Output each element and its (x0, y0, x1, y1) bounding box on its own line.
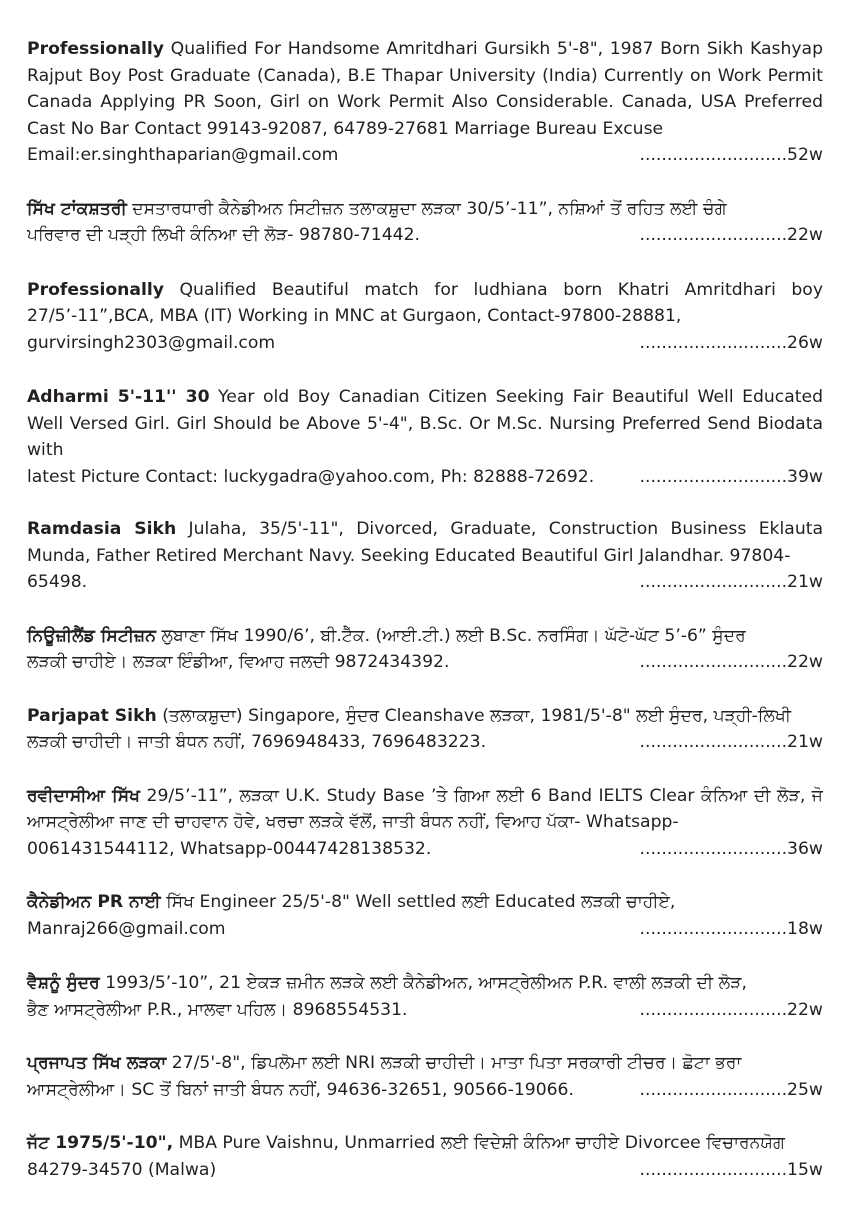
ad-text: 1993/5’-10”, 21 ਏਕੜ ਜ਼ਮੀਨ ਲੜਕੇ ਲਈ ਕੈਨੇਡੀਅਨ, ਆਸਟ੍ਰੇਲੀਅਨ P.R. ਵਾਲੀ ਲੜਕੀ ਦੀ ਲੋੜ, (99, 973, 747, 993)
classified-ad (27, 384, 823, 490)
ad-text: Julaha, 35/5'-11", Divorced, Graduate, Construction Business Eklauta Munda, Father Retired Merchant Navy. Seeking Educated Beautiful Girl Jalandhar. 97804- (27, 519, 823, 566)
classified-ad (27, 516, 823, 596)
ad-word-count: ...........................22w (639, 999, 823, 1020)
ad-last-line (27, 1157, 823, 1184)
classified-ad (27, 277, 823, 357)
ad-word-count: ...........................22w (639, 225, 823, 245)
classified-ads-column (27, 36, 823, 1210)
ad-text: Year old Boy Canadian Citizen Seeking Fair Beautiful Well Educated Well Versed Girl. Girl Should be Above 5'-4", B.Sc. Or M.Sc. Nursing Preferred Send Biodata with (27, 387, 823, 460)
classified-ad (27, 1130, 823, 1183)
classified-ad (27, 196, 823, 249)
ad-text: 29/5’-11”, ਲੜਕਾ U.K. Study Base ’ਤੇ ਗਿਆ ਲਈ 6 Band IELTS Clear ਕੰਨਿਆ ਦੀ ਲੋੜ, ਜੋ ਆਸਟ੍ਰੇਲੀਆ ਜਾਣ ਦੀ ਚਾਹਵਾਨ ਹੋਵੇ, ਖਰਚਾ ਲੜਕੇ ਵੱਲੋਂ, ਜਾਤੀ ਬੰਧਨ ਨਹੀਂ, ਵਿਆਹ ਪੱਕਾ- Whatsapp- (27, 785, 823, 832)
ad-heading: Professionally (27, 279, 164, 300)
classified-ad (27, 623, 823, 676)
ad-contact: Manraj266@gmail.com (27, 918, 226, 939)
ad-heading: Ramdasia Sikh (27, 519, 177, 539)
classified-ad (27, 783, 823, 863)
ad-contact: ਆਸਟ੍ਰੇਲੀਆ। SC ਤੋਂ ਬਿਨਾਂ ਜਾਤੀ ਬੰਧਨ ਨਹੀਂ, 94636-32651, 90566-19066. (27, 1079, 574, 1100)
ad-heading: ਪ੍ਰਜਾਪਤ ਸਿੱਖ ਲੜਕਾ (27, 1053, 167, 1073)
ad-heading: ਨਿਊਜ਼ੀਲੈਂਡ ਸਿਟੀਜ਼ਨ (27, 625, 156, 646)
ad-word-count: ...........................22w (639, 652, 823, 672)
ad-text: MBA Pure Vaishnu, Unmarried ਲਈ ਵਿਦੇਸ਼ੀ ਕੰਨਿਆ ਚਾਹੀਏ Divorcee ਵਿਚਾਰਨਯੋਗ (173, 1133, 785, 1153)
ad-contact: Email:er.singhthaparian@gmail.com (27, 145, 339, 165)
ad-text: ਸਿੱਖ Engineer 25/5'-8" Well settled ਲਈ Educated ਲੜਕੀ ਚਾਹੀਏ, (160, 892, 676, 912)
ad-last-line (27, 997, 823, 1024)
ad-last-line (27, 916, 823, 943)
ad-contact: gurvirsingh2303@gmail.com (27, 332, 276, 353)
ad-last-line (27, 464, 823, 491)
ad-last-line (27, 1077, 823, 1104)
ad-heading: ਵੈਸ਼ਨੂੰ ਸੁੰਦਰ (27, 973, 100, 993)
ad-text: Qualified Beautiful match for ludhiana born Khatri Amritdhari boy 27/5’-11”,BCA, MBA (IT) Working in MNC at Gurgaon, Contact-97800-28881, (27, 279, 823, 326)
ad-heading: ਸਿੱਖ ਟਾਂਕਸ਼ਤਰੀ (27, 198, 127, 219)
ad-word-count: ...........................18w (639, 918, 823, 939)
ad-heading: Adharmi 5'-11'' 30 (27, 387, 210, 407)
ad-contact: 84279-34570 (Malwa) (27, 1159, 217, 1180)
ad-contact: 65498. (27, 572, 88, 592)
ad-last-line (27, 569, 823, 596)
ad-text: (ਤਲਾਕਸ਼ੁਦਾ) Singapore, ਸੁੰਦਰ Cleanshave ਲੜਕਾ, 1981/5'-8" ਲਈ ਸੁੰਦਰ, ਪੜ੍ਹੀ-ਲਿਖੀ (156, 705, 792, 726)
ad-word-count: ...........................25w (639, 1079, 823, 1100)
ad-word-count: ...........................36w (639, 838, 823, 859)
ad-heading: Professionally (27, 39, 164, 59)
ad-contact: latest Picture Contact: luckygadra@yahoo.com, Ph: 82888-72692. (27, 466, 595, 487)
classified-ad (27, 1050, 823, 1103)
ad-contact: 0061431544112, Whatsapp-00447428138532. (27, 838, 432, 859)
ad-last-line (27, 330, 823, 357)
ad-word-count: ...........................15w (639, 1159, 823, 1180)
ad-heading: ਰਵੀਦਾਸੀਆ ਸਿੱਖ (27, 785, 141, 806)
classified-ad (27, 36, 823, 169)
ad-text: ਲੁਬਾਣਾ ਸਿੱਖ 1990/6’, ਬੀ.ਟੈੱਕ. (ਆਈ.ਟੀ.) ਲਈ B.Sc. ਨਰਸਿੰਗ। ਘੱਟੋ-ਘੱਟ 5’-6” ਸੁੰਦਰ (155, 625, 746, 646)
ad-word-count: ...........................21w (639, 572, 823, 592)
ad-last-line (27, 222, 823, 249)
ad-text: Qualified For Handsome Amritdhari Gursikh 5'-8", 1987 Born Sikh Kashyap Rajput Boy Post Graduate (Canada), B.E Thapar University (India) Currently on Work Permit Canada Applying PR Soon, Girl on Work Permit Also Considerable. Canada, USA Preferred Cast No Bar Contact 99143-92087, 64789-27681 Marriage Bureau Excuse (27, 39, 823, 139)
ad-last-line (27, 649, 823, 676)
ad-contact: ਲੜਕੀ ਚਾਹੀਏ। ਲੜਕਾ ਇੰਡੀਆ, ਵਿਆਹ ਜਲਦੀ 9872434392. (27, 652, 450, 672)
ad-last-line (27, 142, 823, 169)
ad-word-count: ...........................39w (639, 466, 823, 487)
ad-contact: ਪਰਿਵਾਰ ਦੀ ਪੜ੍ਹੀ ਲਿਖੀ ਕੰਨਿਆ ਦੀ ਲੋੜ- 98780-71442. (27, 225, 420, 245)
ad-contact: ਲੜਕੀ ਚਾਹੀਦੀ। ਜਾਤੀ ਬੰਧਨ ਨਹੀਂ, 7696948433, 7696483223. (27, 732, 487, 752)
classified-ad (27, 703, 823, 756)
ad-word-count: ...........................52w (639, 145, 823, 165)
ad-contact: ਭੈਣ ਆਸਟ੍ਰੇਲੀਆ P.R., ਮਾਲਵਾ ਪਹਿਲ। 8968554531. (27, 999, 408, 1020)
classified-ad (27, 970, 823, 1023)
ad-heading: ਜੱਟ 1975/5'-10", (27, 1133, 174, 1153)
ad-heading: ਕੈਨੇਡੀਅਨ PR ਨਾਈ (27, 892, 161, 912)
ad-heading: Parjapat Sikh (27, 705, 157, 726)
ad-text: ਦਸਤਾਰਧਾਰੀ ਕੈਨੇਡੀਅਨ ਸਿਟੀਜ਼ਨ ਤਲਾਕਸ਼ੁਦਾ ਲੜਕਾ 30/5’-11”, ਨਸ਼ਿਆਂ ਤੋਂ ਰਹਿਤ ਲਈ ਚੰਗੇ (126, 198, 727, 219)
ad-text: 27/5'-8", ਡਿਪਲੋਮਾ ਲਈ NRI ਲੜਕੀ ਚਾਹੀਦੀ। ਮਾਤਾ ਪਿਤਾ ਸਰਕਾਰੀ ਟੀਚਰ। ਛੋਟਾ ਭਰਾ (166, 1053, 742, 1073)
ad-last-line (27, 729, 823, 756)
ad-word-count: ...........................21w (639, 732, 823, 752)
ad-last-line (27, 836, 823, 863)
ad-word-count: ...........................26w (639, 332, 823, 353)
classified-ad (27, 889, 823, 942)
